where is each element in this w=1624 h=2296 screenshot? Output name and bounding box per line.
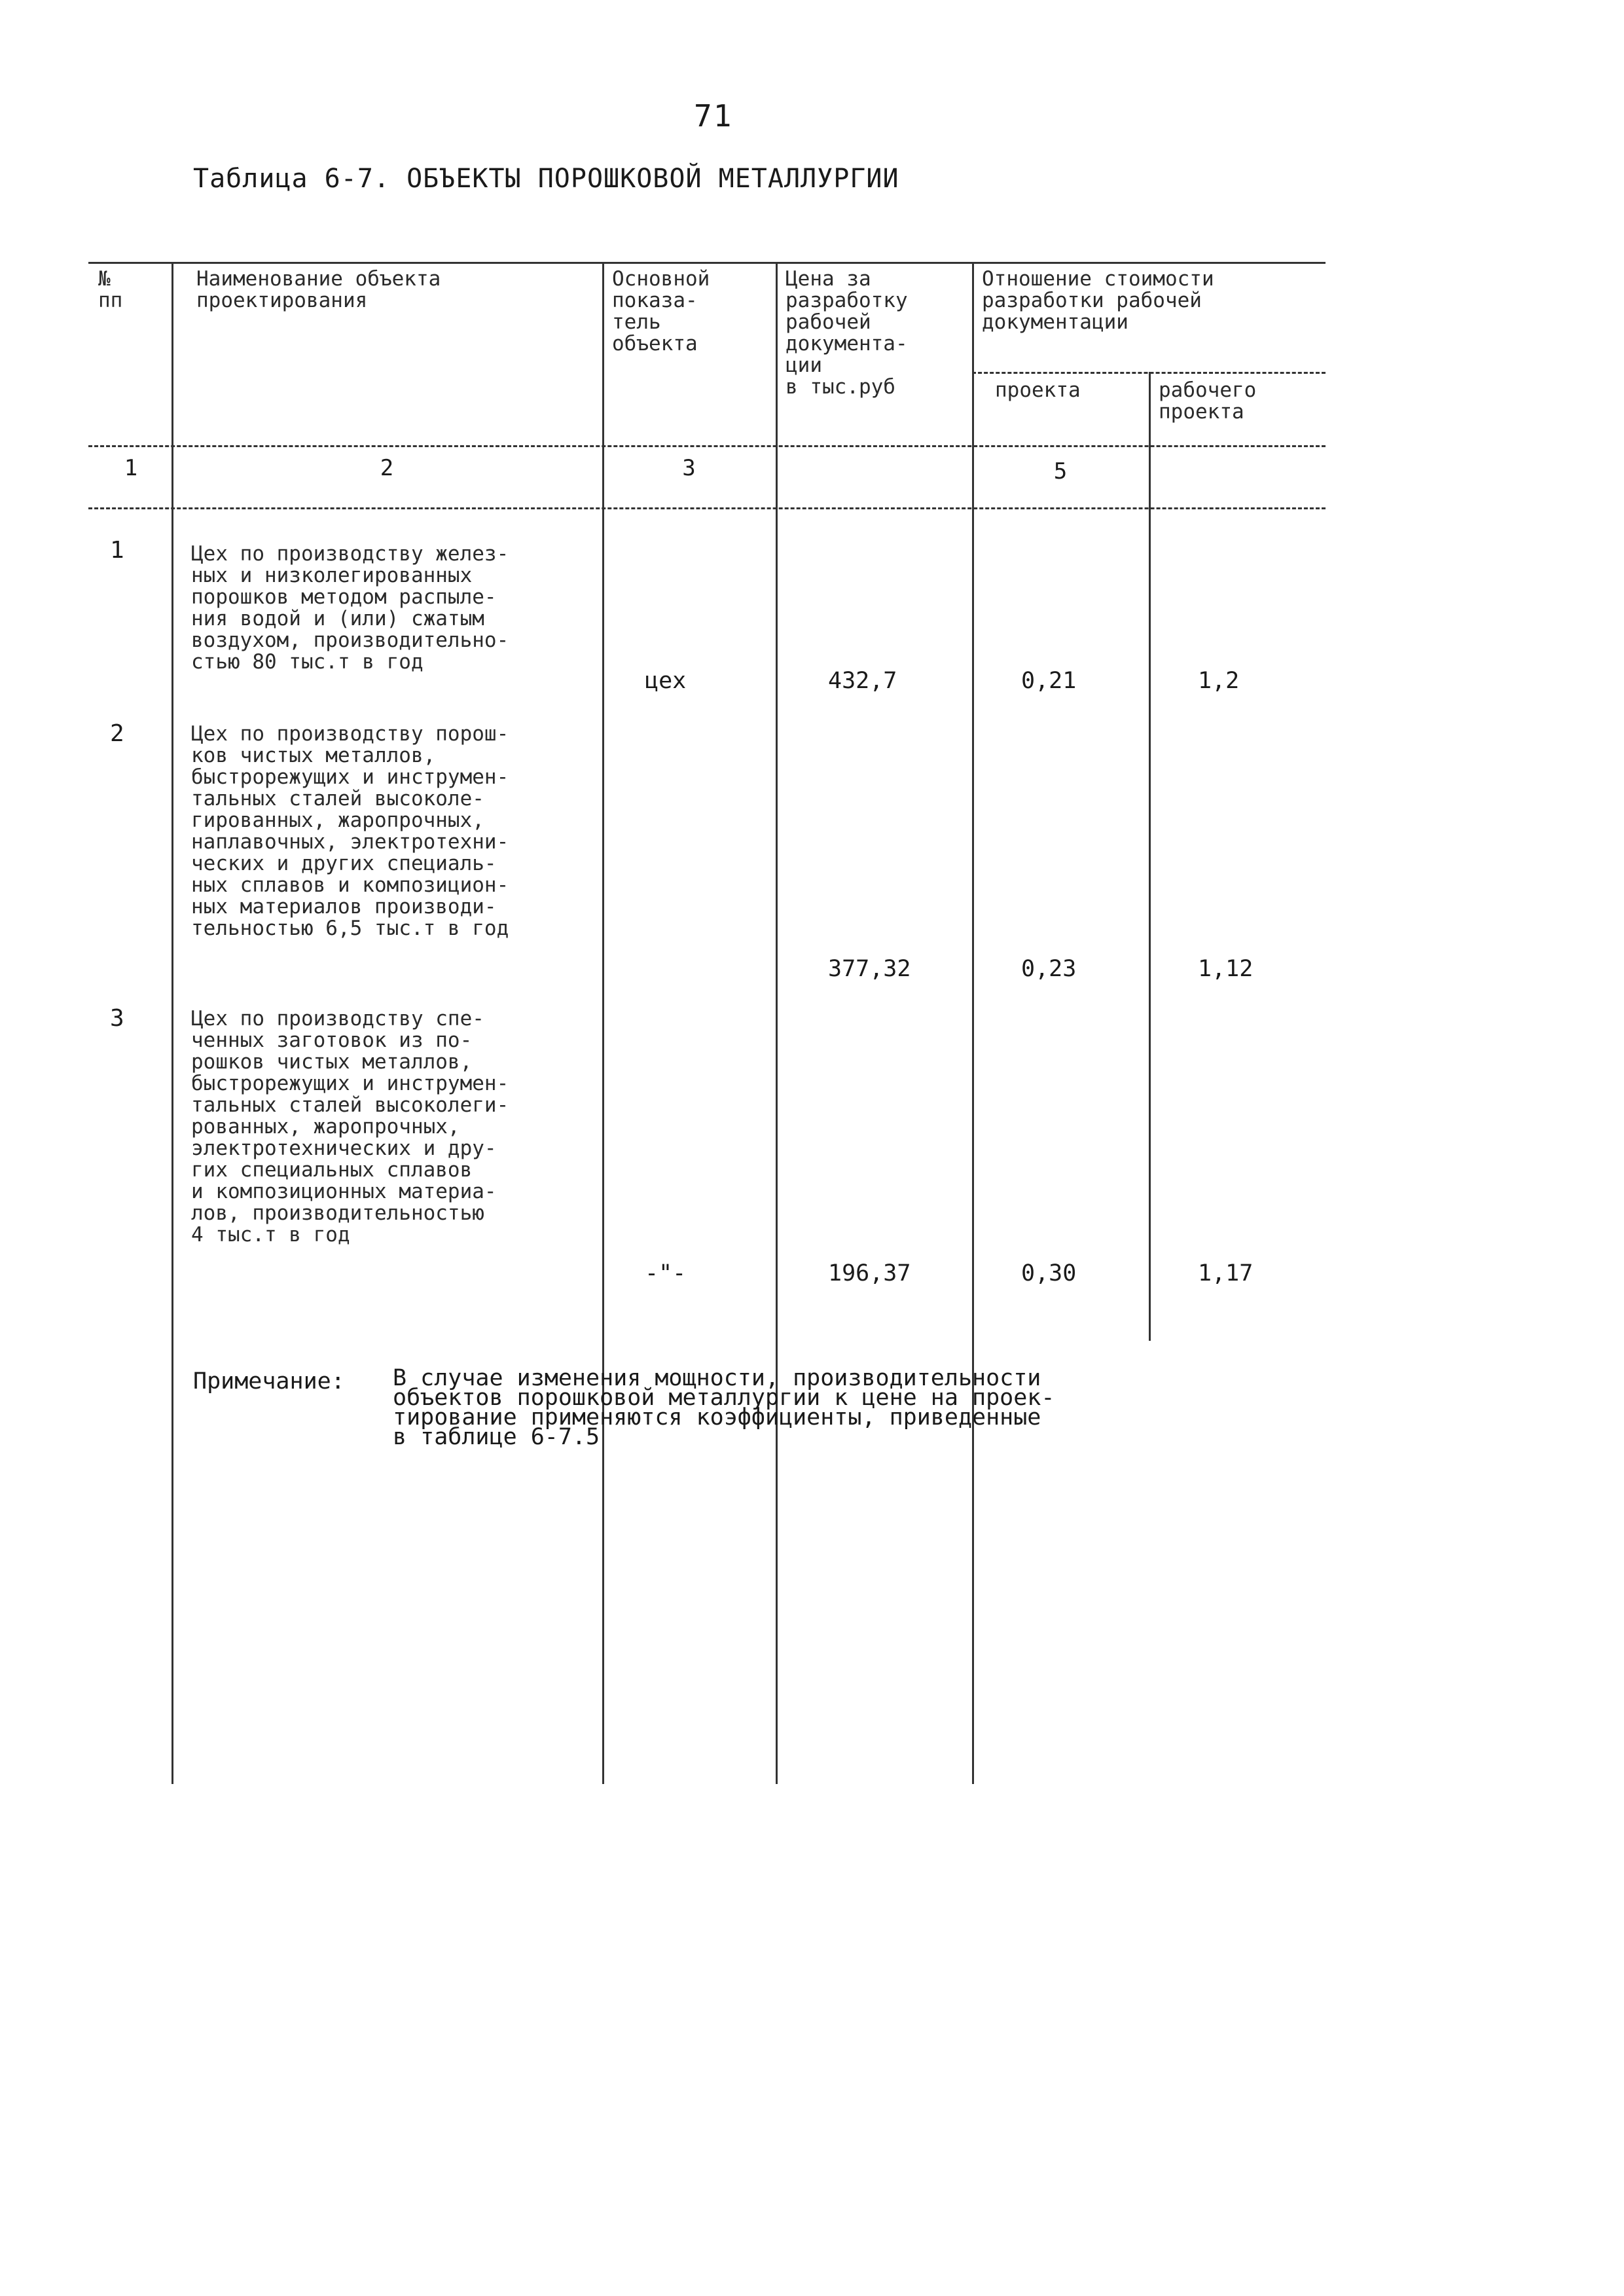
note-label: Примечание: <box>193 1368 345 1394</box>
row-ratio-working: 1,17 <box>1198 1260 1254 1286</box>
row-object-name: Цех по производству порош- ков чистых металлов, быстрорежущих и инструмен- тальных сталей высоколе- гированных, жаропрочных, наплавочных, электротехни- ческих и других специаль- ных сплавов и композицион- ных материалов производи- тельностью 6,5 тыс.т в год <box>191 722 509 940</box>
row-number: 1 <box>110 537 124 564</box>
column-number-1: 1 <box>124 455 138 481</box>
row-price: 377,32 <box>828 956 911 982</box>
row-ratio-working: 1,12 <box>1198 956 1254 982</box>
col-divider-1 <box>171 262 173 1784</box>
row-price: 196,37 <box>828 1260 911 1286</box>
row-number: 3 <box>110 1005 124 1032</box>
column-numbers-bottom-line <box>88 507 1326 509</box>
header-num: № пп <box>98 267 123 312</box>
table-title: Таблица 6-7. ОБЪЕКТЫ ПОРОШКОВОЙ МЕТАЛЛУРГИИ <box>193 164 899 194</box>
row-price: 432,7 <box>828 668 897 694</box>
header-ratio-working: рабочего проекта <box>1159 378 1257 424</box>
col-divider-5 <box>1149 372 1151 1341</box>
row-ratio-project: 0,23 <box>1021 956 1077 982</box>
header-bottom-line <box>88 445 1326 447</box>
row-ratio-working: 1,2 <box>1198 668 1240 694</box>
column-number-2: 2 <box>380 455 394 481</box>
column-number-5: 5 <box>1053 458 1068 484</box>
row-indicator: цех <box>645 668 687 694</box>
header-indicator: Основной показа- тель объекта <box>612 267 710 355</box>
col-divider-4 <box>972 262 974 1784</box>
header-price: Цена за разработку рабочей документа- ции в тыс.руб <box>785 267 908 399</box>
row-object-name: Цех по производству спе- ченных заготовок из по- рошков чистых металлов, быстрорежущих и инструмен- тальных сталей высоколеги- рованных, жаропрочных, электротехнических и дру- гих специальных сплавов и композиционных материа- лов, производительностью 4 тыс.т в год <box>191 1007 509 1247</box>
column-number-3: 3 <box>682 455 696 481</box>
note-text: В случае изменения мощности, производительности объектов порошковой металлургии к цене на проек- тирование применяются коэффициенты, приведенные в таблице 6-7.5 <box>393 1365 1055 1450</box>
header-name: Наименование объекта проектирования <box>196 267 441 312</box>
row-indicator: -"- <box>645 1260 687 1286</box>
row-object-name: Цех по производству желез- ных и низколегированных порошков методом распыле- ния водой и (или) сжатым воздухом, производительно- стью 80 тыс.т в год <box>191 542 509 674</box>
page-number: 71 <box>694 98 733 134</box>
row-ratio-project: 0,21 <box>1021 668 1077 694</box>
table-top-border <box>88 262 1326 264</box>
col-divider-3 <box>776 262 778 1784</box>
row-ratio-project: 0,30 <box>1021 1260 1077 1286</box>
header-ratio: Отношение стоимости разработки рабочей документации <box>982 267 1214 334</box>
header-ratio-project: проекта <box>995 378 1081 402</box>
row-number: 2 <box>110 720 124 747</box>
col-divider-2 <box>602 262 604 1784</box>
